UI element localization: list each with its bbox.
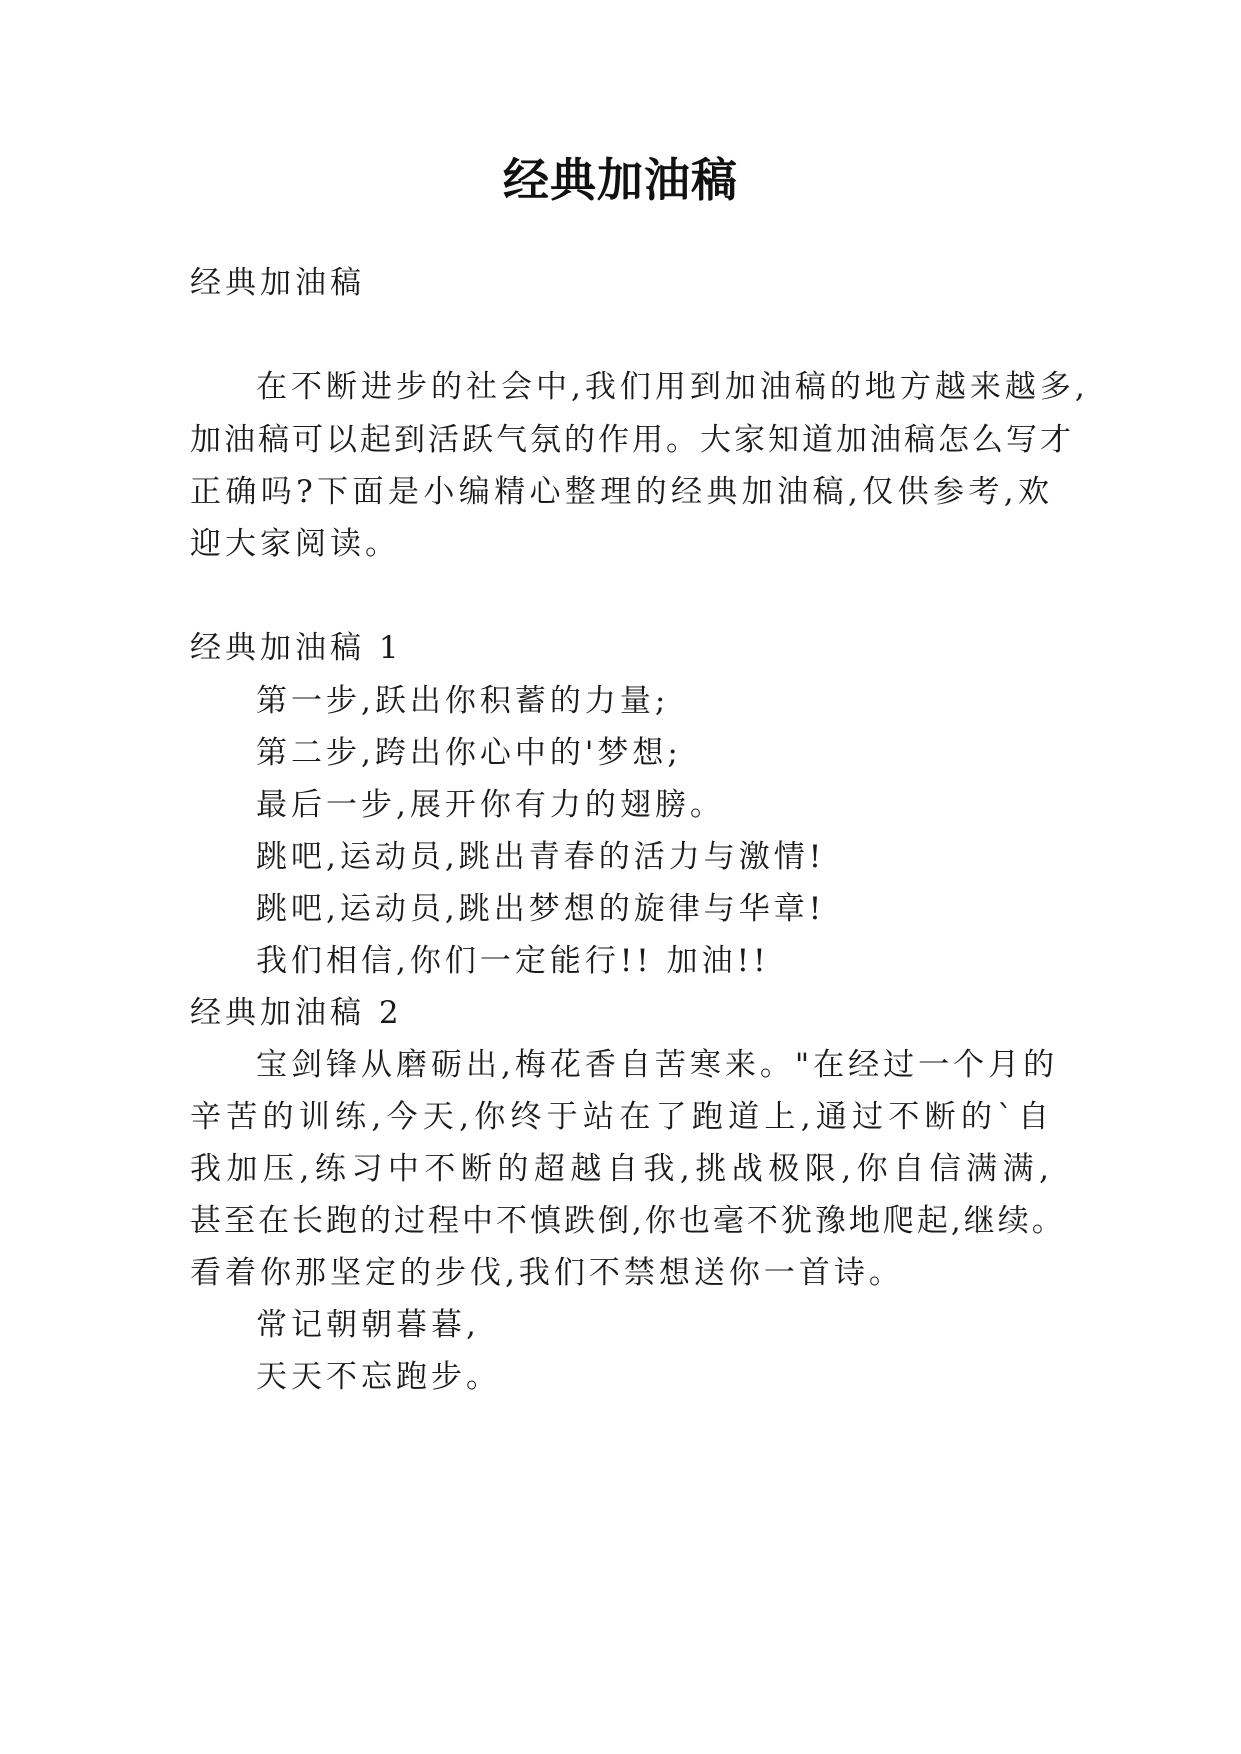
section-line: 最后一步,展开你有力的翅膀。 [256,787,725,823]
section-line: 我们相信,你们一定能行!! 加油!! [256,943,770,979]
section-paragraph-line: 辛苦的训练,今天,你终于站在了跑道上,通过不断的`自 [190,1099,1052,1135]
intro-line: 正确吗?下面是小编精心整理的经典加油稿,仅供参考,欢 [190,474,1052,510]
section-heading: 经典加油稿 1 [190,630,403,666]
poem-line: 天天不忘跑步。 [256,1359,501,1395]
section-paragraph-line: 宝剑锋从磨砺出,梅花香自苦寒来。"在经过一个月的 [256,1047,1059,1083]
intro-line: 迎大家阅读。 [190,526,400,562]
section-paragraph-line: 看着你那坚定的步伐,我们不禁想送你一首诗。 [190,1255,904,1291]
document-heading: 经典加油稿 [190,265,365,301]
section-paragraph-line: 甚至在长跑的过程中不慎跌倒,你也毫不犹豫地爬起,继续。 [190,1203,1066,1239]
poem-line: 常记朝朝暮暮, [256,1307,480,1343]
section-paragraph-line: 我加压,练习中不断的超越自我,挑战极限,你自信满满, [190,1151,1052,1187]
document-title: 经典加油稿 [503,153,738,207]
intro-line: 在不断进步的社会中,我们用到加油稿的地方越来越多, [256,369,1089,405]
section-line: 第一步,跃出你积蓄的力量; [256,683,670,719]
section-line: 跳吧,运动员,跳出青春的活力与激情! [256,839,826,875]
intro-line: 加油稿可以起到活跃气氛的作用。大家知道加油稿怎么写才 [190,422,1074,458]
section-line: 跳吧,运动员,跳出梦想的旋律与华章! [256,891,826,927]
section-heading: 经典加油稿 2 [190,995,403,1031]
section-line: 第二步,跨出你心中的'梦想; [256,735,682,771]
